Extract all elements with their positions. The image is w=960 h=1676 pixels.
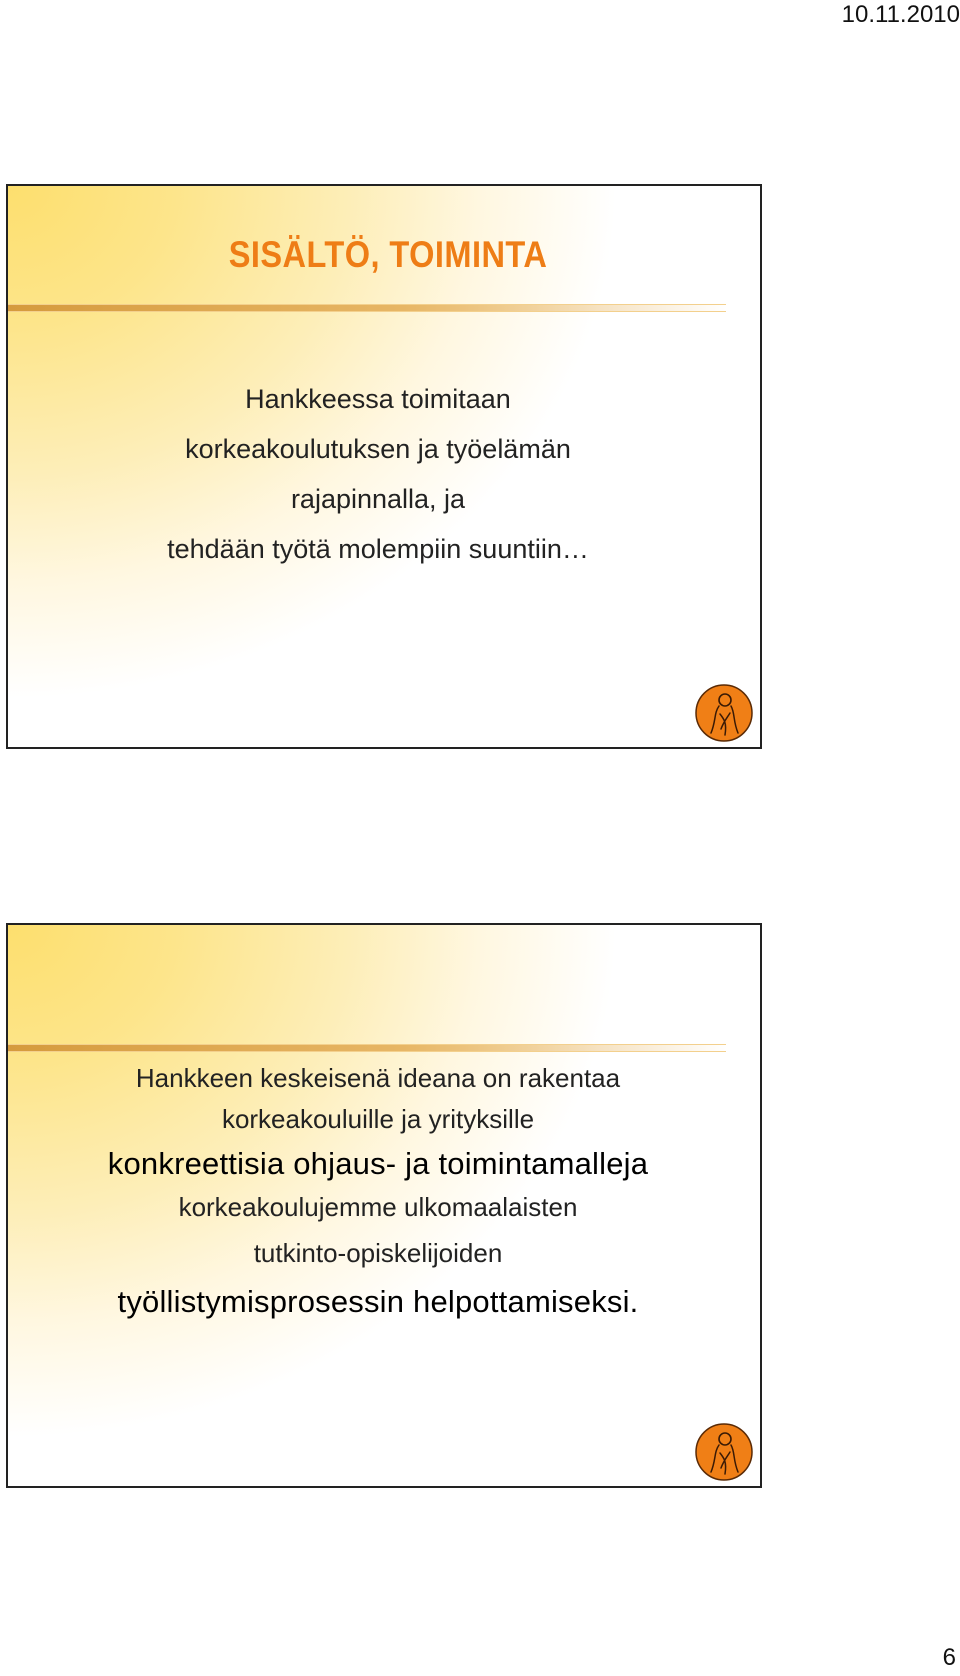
slide-2 <box>6 923 762 1488</box>
body-line: tehdään työtä molempiin suuntiin… <box>167 534 589 564</box>
title-divider <box>8 1044 726 1052</box>
body-line: Hankkeen keskeisenä ideana on rakentaa <box>135 1063 621 1093</box>
page-number: 6 <box>942 1644 956 1671</box>
person-silhouette-icon <box>694 683 754 743</box>
slide-title: SISÄLTÖ, TOIMINTA <box>228 234 548 275</box>
body-line: korkeakoulujemme ulkomaalaisten <box>178 1192 578 1222</box>
slide-body <box>8 1058 748 1325</box>
body-line: tutkinto-opiskelijoiden <box>253 1238 503 1268</box>
slide-body <box>8 374 748 574</box>
body-line: korkeakouluille ja yrityksille <box>221 1104 535 1134</box>
body-line-emphasis: työllistymisprosessin helpottamiseksi. <box>117 1284 639 1319</box>
body-line: korkeakoulutuksen ja työelämän <box>185 434 571 464</box>
body-line: rajapinnalla, ja <box>290 484 466 514</box>
body-line: Hankkeessa toimitaan <box>245 384 511 414</box>
page-date: 10.11.2010 <box>841 1 960 28</box>
title-divider <box>8 304 726 312</box>
slide-1 <box>6 184 762 749</box>
body-line-emphasis: konkreettisia ohjaus- ja toimintamalleja <box>107 1146 649 1181</box>
person-silhouette-icon <box>694 1422 754 1482</box>
